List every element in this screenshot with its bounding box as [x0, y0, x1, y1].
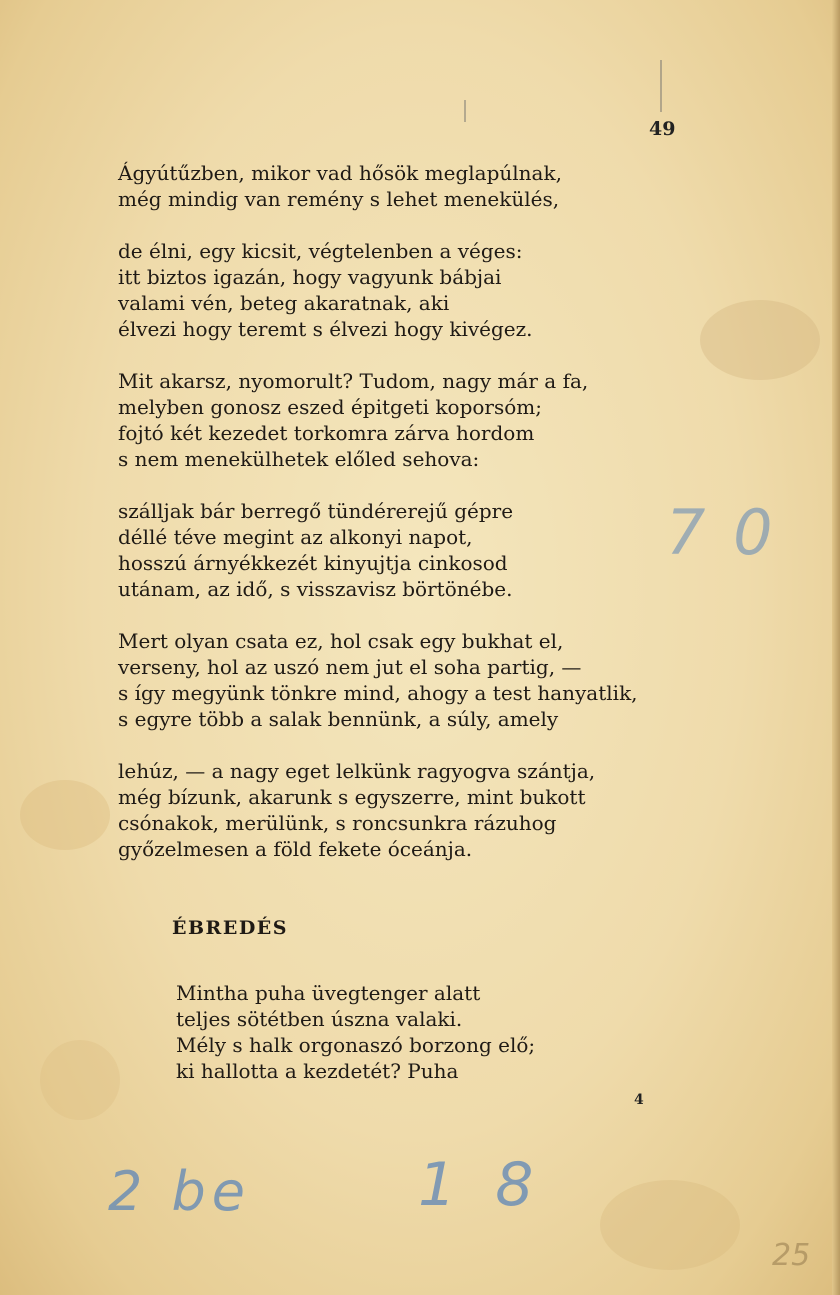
- poem-line: Mintha puha üvegtenger alatt: [176, 981, 481, 1005]
- foxing-spot: [700, 300, 820, 380]
- pencil-stroke: [660, 60, 662, 112]
- foxing-spot: [20, 780, 110, 850]
- poem-title: ÉBREDÉS: [172, 917, 288, 939]
- stanza: [118, 758, 718, 862]
- second-poem-body: [176, 980, 656, 1084]
- foxing-spot: [600, 1180, 740, 1270]
- pencil-annotation-bottom-left: 2 be: [108, 1160, 252, 1223]
- poem-line: utánam, az idő, s visszavisz börtönébe.: [118, 577, 513, 601]
- poem-line: még mindig van remény s lehet menekülés,: [118, 187, 560, 211]
- poem-line: ki hallotta a kezdetét? Puha: [176, 1059, 459, 1083]
- stanza: [118, 368, 718, 472]
- poem-line: hosszú árnyékkezét kinyujtja cinkosod: [118, 551, 508, 575]
- poem-line: élvezi hogy teremt s élvezi hogy kivégez.: [118, 317, 533, 341]
- signature-mark: 4: [634, 1092, 644, 1108]
- poem-line: teljes sötétben úszna valaki.: [176, 1007, 463, 1031]
- poem-line: de élni, egy kicsit, végtelenben a véges:: [118, 239, 523, 263]
- poem-line: szálljak bár berregő tündérerejű gépre: [118, 499, 514, 523]
- poem-line: s nem menekülhetek előled sehova:: [118, 447, 480, 471]
- poem-line: csónakok, merülünk, s roncsunkra rázuhog: [118, 811, 557, 835]
- poem-line: itt biztos igazán, hogy vagyunk bábjai: [118, 265, 502, 289]
- stanza: [118, 628, 718, 732]
- poem-line: Mert olyan csata ez, hol csak egy bukhat el,: [118, 629, 564, 653]
- stanza: [118, 238, 718, 342]
- poem-line: melyben gonosz eszed épitgeti koporsóm;: [118, 395, 543, 419]
- poem-line: déllé téve megint az alkonyi napot,: [118, 525, 473, 549]
- pencil-annotation-bottom-mid: 1 8: [418, 1150, 544, 1220]
- poem-line: fojtó két kezedet torkomra zárva hordom: [118, 421, 535, 445]
- poem-line: valami vén, beteg akaratnak, aki: [118, 291, 450, 315]
- poem-line: Mély s halk orgonaszó borzong elő;: [176, 1033, 536, 1057]
- pencil-stroke: [464, 100, 466, 122]
- poem-line: lehúz, — a nagy eget lelkünk ragyogva szántja,: [118, 759, 596, 783]
- poem-line: Mit akarsz, nyomorult? Tudom, nagy már a fa,: [118, 369, 589, 393]
- stanza: [118, 498, 718, 602]
- poem-line: győzelmesen a föld fekete óceánja.: [118, 837, 473, 861]
- poem-line: s egyre több a salak bennünk, a súly, amely: [118, 707, 559, 731]
- poem-line: Ágyútűzben, mikor vad hősök meglapúlnak,: [118, 161, 562, 185]
- stanza: [118, 160, 718, 212]
- pencil-annotation-corner: 25: [772, 1238, 811, 1273]
- page-number: 49: [649, 118, 676, 140]
- poem-line: verseny, hol az uszó nem jut el soha partig, —: [118, 655, 582, 679]
- page-edge: [832, 0, 840, 1295]
- pencil-annotation-right-margin: 7 0: [666, 496, 777, 569]
- poem-body: [118, 160, 718, 888]
- poem-line: még bízunk, akarunk s egyszerre, mint bukott: [118, 785, 586, 809]
- poem-line: s így megyünk tönkre mind, ahogy a test hanyatlik,: [118, 681, 638, 705]
- foxing-spot: [40, 1040, 120, 1120]
